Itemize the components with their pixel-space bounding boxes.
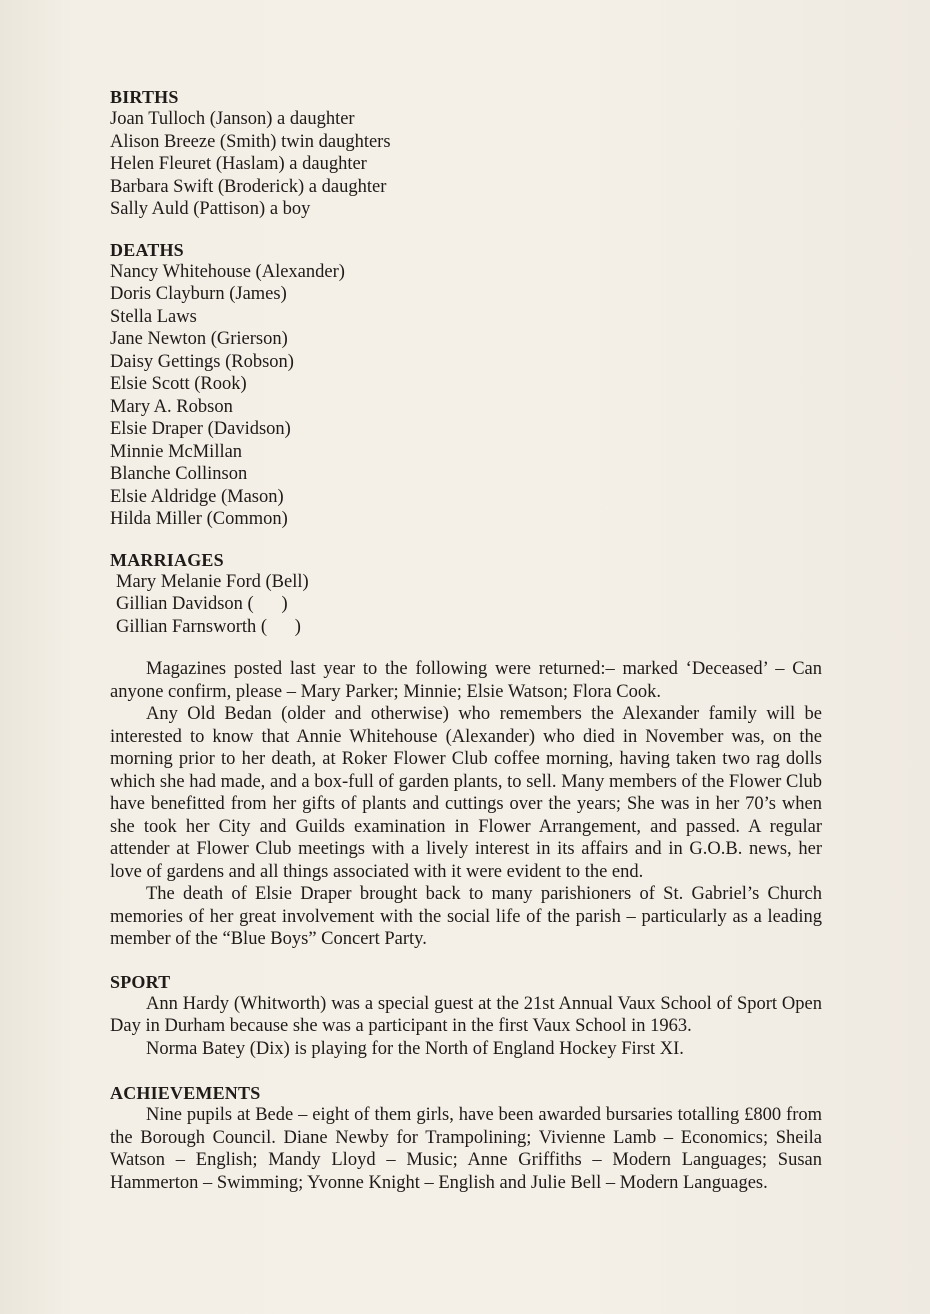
- births-item: Barbara Swift (Broderick) a daughter: [110, 176, 387, 197]
- marriages-item: Mary Melanie Ford (Bell): [116, 571, 309, 592]
- marriages-list: [110, 571, 822, 639]
- births-list: [110, 108, 822, 221]
- achievements-paragraph: Nine pupils at Bede – eight of them girls, have been awarded bursaries totalling £800 from the Borough Council. Diane Newby for Trampolining; Vivienne Lamb – Economics; Sheila Watson – English; Mandy Lloyd – Music; Anne Griffiths – Modern Languages; Susan Hammerton – Swimming; Yvonne Knight – English and Julie Bell – Modern Languages.: [110, 1105, 822, 1193]
- births-section: [110, 86, 822, 221]
- marriages-section: [110, 549, 822, 639]
- deaths-item: Blanche Collinson: [110, 464, 248, 484]
- page-content: [110, 86, 822, 1194]
- sport-paragraph: Norma Batey (Dix) is playing for the North of England Hockey First XI.: [146, 1038, 684, 1059]
- achievements-heading: ACHIEVEMENTS: [110, 1083, 261, 1103]
- marriages-item: Gillian Farnsworth ( ): [116, 616, 301, 637]
- deaths-item: Stella Laws: [110, 306, 197, 327]
- births-item: Joan Tulloch (Janson) a daughter: [110, 109, 355, 129]
- deaths-item: Jane Newton (Grierson): [110, 329, 288, 349]
- births-item: Helen Fleuret (Haslam) a daughter: [110, 154, 367, 174]
- deaths-list: [110, 261, 822, 531]
- sport-section: [110, 971, 822, 1061]
- notice-paragraph: The death of Elsie Draper brought back to many parishioners of St. Gabriel’s Church memories of her great involvement with the social life of the parish – particularly as a leading member of the “Blue Boys” Concert Party.: [110, 884, 822, 949]
- notice-paragraph: Any Old Bedan (older and otherwise) who remembers the Alexander family will be interested to know that Annie Whitehouse (Alexander) who died in November was, on the morning prior to her death, at Roker Flower Club coffee morning, having taken two rag dolls which she had made, and a box-full of garden plants, to sell. Many members of the Flower Club have benefitted from her gifts of plants and cuttings over the years; She was in her 70’s when she took her City and Guilds examination in Flower Arrangement, and passed. A regular attender at Flower Club meetings with a lively interest in its affairs and in G.O.B. news, her love of gardens and all things associated with it were evident to the end.: [110, 704, 822, 882]
- births-item: Sally Auld (Pattison) a boy: [110, 199, 311, 219]
- notice-paragraph: Magazines posted last year to the following were returned:– marked ‘Deceased’ – Can anyone confirm, please – Mary Parker; Minnie; Elsie Watson; Flora Cook.: [110, 659, 822, 702]
- deaths-item: Elsie Aldridge (Mason): [110, 486, 284, 507]
- deaths-item: Minnie McMillan: [110, 441, 243, 462]
- deaths-item: Hilda Miller (Common): [110, 509, 288, 529]
- births-item: Alison Breeze (Smith) twin daughters: [110, 131, 391, 152]
- deaths-section: [110, 239, 822, 531]
- deaths-item: Daisy Gettings (Robson): [110, 351, 294, 372]
- deaths-item: Nancy Whitehouse (Alexander): [110, 261, 345, 282]
- deaths-heading: DEATHS: [110, 239, 184, 260]
- deaths-item: Elsie Scott (Rook): [110, 374, 247, 394]
- deaths-item: Mary A. Robson: [110, 396, 233, 417]
- deaths-item: Elsie Draper (Davidson): [110, 419, 291, 439]
- births-heading: BIRTHS: [110, 87, 179, 107]
- notices-section: [110, 658, 822, 951]
- marriages-item: Gillian Davidson ( ): [116, 594, 288, 614]
- deaths-item: Doris Clayburn (James): [110, 284, 287, 304]
- sport-paragraph: Ann Hardy (Whitworth) was a special guest at the 21st Annual Vaux School of Sport Open Day in Durham because she was a participant in the first Vaux School in 1963.: [110, 993, 822, 1036]
- marriages-heading: MARRIAGES: [110, 549, 224, 570]
- achievements-section: [110, 1082, 822, 1194]
- sport-heading: SPORT: [110, 971, 171, 992]
